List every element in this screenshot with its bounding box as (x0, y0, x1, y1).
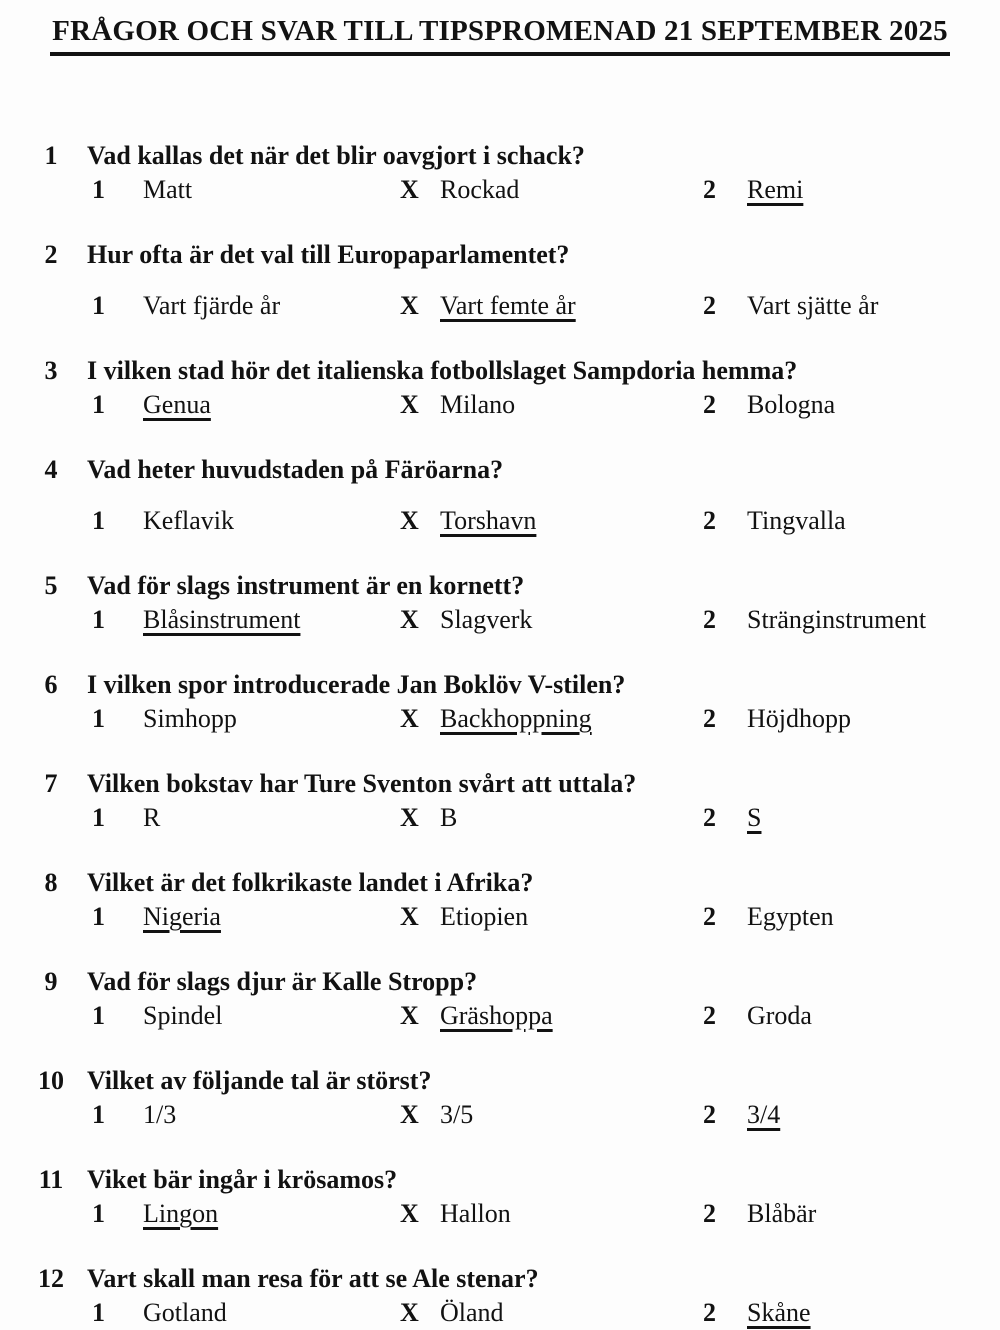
option-1-label: 1 (92, 704, 105, 733)
question-text: Vad för slags djur är Kalle Stropp? (87, 967, 478, 996)
option-x-text: 3/5 (440, 1100, 474, 1129)
question-block-7 (0, 767, 1000, 835)
option-1-label: 1 (92, 1100, 105, 1129)
question-number: 11 (38, 1165, 64, 1194)
option-x-label: X (400, 175, 419, 204)
option-2 (703, 702, 1000, 736)
option-x (400, 504, 703, 538)
question-number: 8 (44, 868, 58, 897)
question-block-11 (0, 1163, 1000, 1231)
question-heading (0, 965, 1000, 999)
option-x (400, 173, 703, 207)
options-row (0, 504, 1000, 538)
question-text: Vad för slags instrument är en kornett? (87, 571, 525, 600)
question-block-3 (0, 354, 1000, 422)
option-x-text: Slagverk (440, 605, 533, 634)
question-heading (0, 139, 1000, 173)
question-heading (0, 238, 1000, 272)
option-x-label: X (400, 704, 419, 733)
options-row (0, 1197, 1000, 1231)
question-text: Viket bär ingår i krösamos? (87, 1165, 398, 1194)
question-block-8 (0, 866, 1000, 934)
option-2 (703, 1197, 1000, 1231)
option-1 (92, 801, 400, 835)
option-x-text: Backhoppning (440, 704, 592, 733)
question-block-10 (0, 1064, 1000, 1132)
options-row (0, 900, 1000, 934)
option-2-text: S (747, 803, 762, 832)
option-2 (703, 1296, 1000, 1330)
option-2-text: Höjdhopp (747, 704, 851, 733)
option-x-text: Öland (440, 1298, 504, 1327)
option-1 (92, 1296, 400, 1330)
question-block-1 (0, 139, 1000, 207)
option-1-text: Gotland (143, 1298, 227, 1327)
question-list (0, 56, 1000, 1330)
option-2-label: 2 (703, 902, 716, 931)
question-text: Vart skall man resa för att se Ale stenar? (87, 1264, 539, 1293)
option-x-text: Rockad (440, 175, 520, 204)
option-1-text: Vart fjärde år (143, 291, 281, 320)
option-x (400, 1197, 703, 1231)
option-1-text: R (143, 803, 161, 832)
option-1-label: 1 (92, 506, 105, 535)
option-2 (703, 900, 1000, 934)
option-x-label: X (400, 390, 419, 419)
option-x-label: X (400, 1001, 419, 1030)
option-2-label: 2 (703, 1001, 716, 1030)
option-x-text: Gräshoppa (440, 1001, 553, 1030)
option-x-label: X (400, 902, 419, 931)
option-2-text: 3/4 (747, 1100, 781, 1129)
options-row (0, 289, 1000, 323)
option-2-text: Blåbär (747, 1199, 817, 1228)
question-number: 7 (44, 769, 58, 798)
option-2-text: Vart sjätte år (747, 291, 879, 320)
option-1 (92, 289, 400, 323)
option-x (400, 801, 703, 835)
option-1-label: 1 (92, 605, 105, 634)
question-text: Vilket av följande tal är störst? (87, 1066, 432, 1095)
question-block-12 (0, 1262, 1000, 1330)
option-1 (92, 1197, 400, 1231)
option-x (400, 1296, 703, 1330)
question-text: Hur ofta är det val till Europaparlamentet? (87, 240, 570, 269)
question-heading (0, 767, 1000, 801)
option-1 (92, 603, 400, 637)
option-2-label: 2 (703, 1100, 716, 1129)
option-2-text: Remi (747, 175, 804, 204)
option-x-text: Torshavn (440, 506, 537, 535)
options-row (0, 801, 1000, 835)
option-2 (703, 603, 1000, 637)
option-1-text: Keflavik (143, 506, 234, 535)
option-2-label: 2 (703, 390, 716, 419)
question-heading (0, 1064, 1000, 1098)
option-x-label: X (400, 1199, 419, 1228)
option-x (400, 1098, 703, 1132)
option-x (400, 603, 703, 637)
options-row (0, 173, 1000, 207)
option-1-text: Simhopp (143, 704, 237, 733)
question-number: 12 (38, 1264, 64, 1293)
option-2-text: Groda (747, 1001, 812, 1030)
option-1-label: 1 (92, 803, 105, 832)
option-1-text: Genua (143, 390, 211, 419)
options-row (0, 702, 1000, 736)
option-x-label: X (400, 506, 419, 535)
question-block-2 (0, 238, 1000, 323)
option-1-label: 1 (92, 390, 105, 419)
question-heading (0, 668, 1000, 702)
option-1 (92, 388, 400, 422)
options-row (0, 1296, 1000, 1330)
option-1-text: Matt (143, 175, 193, 204)
option-2-label: 2 (703, 1199, 716, 1228)
option-1-label: 1 (92, 1298, 105, 1327)
option-1 (92, 900, 400, 934)
option-2-text: Skåne (747, 1298, 811, 1327)
question-heading (0, 866, 1000, 900)
option-x-text: Milano (440, 390, 516, 419)
option-2 (703, 173, 1000, 207)
question-number: 3 (44, 356, 58, 385)
option-2 (703, 388, 1000, 422)
option-x-label: X (400, 605, 419, 634)
options-row (0, 1098, 1000, 1132)
question-block-6 (0, 668, 1000, 736)
option-x (400, 289, 703, 323)
question-number: 6 (44, 670, 58, 699)
option-2-label: 2 (703, 291, 716, 320)
option-1-label: 1 (92, 291, 105, 320)
options-row (0, 388, 1000, 422)
option-2 (703, 999, 1000, 1033)
option-2 (703, 1098, 1000, 1132)
title-bar (0, 0, 1000, 56)
question-block-5 (0, 569, 1000, 637)
question-heading (0, 453, 1000, 487)
option-1-text: Spindel (143, 1001, 223, 1030)
options-row (0, 603, 1000, 637)
options-row (0, 999, 1000, 1033)
page-title: FRÅGOR OCH SVAR TILL TIPSPROMENAD 21 SEPTEMBER 2025 (50, 13, 950, 56)
question-number: 9 (44, 967, 58, 996)
option-1-text: Nigeria (143, 902, 221, 931)
option-2-label: 2 (703, 605, 716, 634)
question-text: I vilken stad hör det italienska fotbollslaget Sampdoria hemma? (87, 356, 798, 385)
option-2-label: 2 (703, 704, 716, 733)
option-1-text: 1/3 (143, 1100, 177, 1129)
option-x-label: X (400, 1100, 419, 1129)
question-text: Vad kallas det när det blir oavgjort i schack? (87, 141, 585, 170)
question-number: 1 (44, 141, 58, 170)
option-2-text: Egypten (747, 902, 834, 931)
option-x-label: X (400, 1298, 419, 1327)
option-x-text: B (440, 803, 458, 832)
option-2 (703, 504, 1000, 538)
question-heading (0, 1262, 1000, 1296)
option-1-label: 1 (92, 1001, 105, 1030)
option-2-text: Stränginstrument (747, 605, 927, 634)
question-text: Vilken bokstav har Ture Sventon svårt att uttala? (87, 769, 637, 798)
option-1 (92, 173, 400, 207)
option-1-label: 1 (92, 175, 105, 204)
option-1-label: 1 (92, 1199, 105, 1228)
question-number: 4 (44, 455, 58, 484)
option-1-text: Lingon (143, 1199, 219, 1228)
option-x (400, 999, 703, 1033)
option-1 (92, 999, 400, 1033)
option-x-label: X (400, 291, 419, 320)
question-text: I vilken spor introducerade Jan Boklöv V-stilen? (87, 670, 626, 699)
option-x-text: Hallon (440, 1199, 511, 1228)
option-2-text: Bologna (747, 390, 836, 419)
option-x-text: Etiopien (440, 902, 529, 931)
question-block-4 (0, 453, 1000, 538)
option-x (400, 900, 703, 934)
option-x (400, 388, 703, 422)
question-block-9 (0, 965, 1000, 1033)
option-1 (92, 702, 400, 736)
question-number: 2 (44, 240, 58, 269)
option-2-label: 2 (703, 1298, 716, 1327)
question-number: 5 (44, 571, 58, 600)
option-2-label: 2 (703, 506, 716, 535)
option-1 (92, 504, 400, 538)
question-heading (0, 354, 1000, 388)
option-1-label: 1 (92, 902, 105, 931)
question-text: Vilket är det folkrikaste landet i Afrika? (87, 868, 534, 897)
question-heading (0, 569, 1000, 603)
option-x-text: Vart femte år (440, 291, 576, 320)
option-x-label: X (400, 803, 419, 832)
option-2-text: Tingvalla (747, 506, 846, 535)
question-number: 10 (38, 1066, 64, 1095)
option-2-label: 2 (703, 175, 716, 204)
option-2 (703, 801, 1000, 835)
option-2 (703, 289, 1000, 323)
option-2-label: 2 (703, 803, 716, 832)
question-text: Vad heter huvudstaden på Färöarna? (87, 455, 504, 484)
option-1-text: Blåsinstrument (143, 605, 301, 634)
option-1 (92, 1098, 400, 1132)
option-x (400, 702, 703, 736)
question-heading (0, 1163, 1000, 1197)
